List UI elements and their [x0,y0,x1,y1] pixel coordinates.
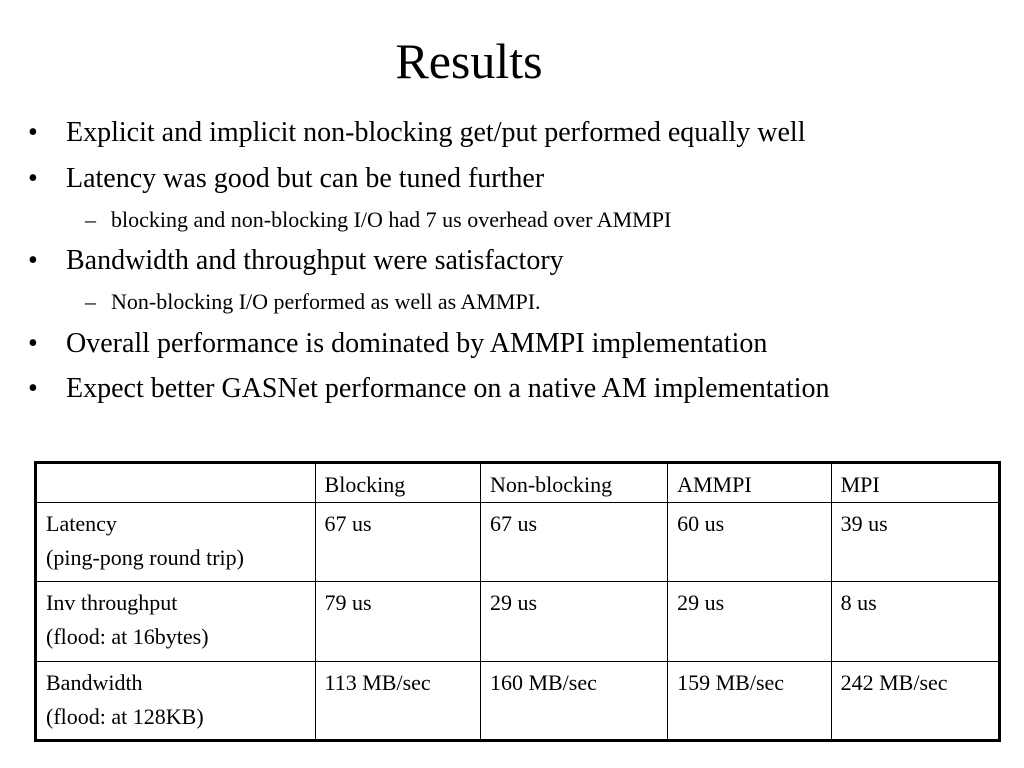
row-label: Bandwidth [46,669,143,695]
table-row [36,582,1000,661]
table-cell: 8 us [831,582,999,661]
table-cell: 67 us [480,503,667,582]
row-label: Inv throughput [46,590,178,616]
sub-bullet-text: Non-blocking I/O performed as well as AMMPI. [111,289,541,314]
bullet-item [28,245,564,277]
table-header-row [36,463,1000,503]
table-row [36,661,1000,740]
table-row [36,503,1000,582]
table-cell: 67 us [315,503,480,582]
table-header-cell [36,463,316,503]
row-label-cell [36,582,316,661]
results-table [34,461,1001,742]
bullet-marker: • [28,163,38,194]
row-label: Latency [46,511,117,537]
bullet-marker: • [28,245,38,276]
row-label-cell [36,503,316,582]
bullet-text: Expect better GASNet performance on a native AM implementation [66,373,830,404]
sub-bullet-text: blocking and non-blocking I/O had 7 us overhead over AMMPI [111,207,672,232]
table-cell: 39 us [831,503,999,582]
row-label-detail: (flood: at 16bytes) [46,624,209,650]
bullet-item [28,328,768,360]
sub-bullet-item [85,207,672,233]
bullet-text: Bandwidth and throughput were satisfactory [66,245,564,276]
bullet-text: Latency was good but can be tuned further [66,163,545,194]
table-cell: 29 us [668,582,832,661]
bullet-marker: • [28,373,38,404]
table-cell: 60 us [668,503,832,582]
table-cell: 79 us [315,582,480,661]
bullet-text: Overall performance is dominated by AMMPI implementation [66,328,768,359]
bullet-item [28,117,806,149]
bullet-marker: • [28,328,38,359]
table-cell: 242 MB/sec [831,661,999,740]
bullet-item [28,373,830,405]
table-header-cell: Blocking [315,463,480,503]
table-header-cell: AMMPI [668,463,832,503]
row-label-cell [36,661,316,740]
row-label-detail: (ping-pong round trip) [46,545,244,571]
bullet-text: Explicit and implicit non-blocking get/put performed equally well [66,117,806,148]
row-label-detail: (flood: at 128KB) [46,703,204,729]
table-cell: 113 MB/sec [315,661,480,740]
slide-title: Results [395,33,543,89]
table-header-cell: MPI [831,463,999,503]
table-header-cell: Non-blocking [480,463,667,503]
table-cell: 29 us [480,582,667,661]
table-cell: 159 MB/sec [668,661,832,740]
sub-bullet-marker: – [85,289,96,314]
sub-bullet-marker: – [85,207,96,232]
table-cell: 160 MB/sec [480,661,667,740]
bullet-item [28,163,545,195]
bullet-marker: • [28,117,38,148]
sub-bullet-item [85,289,541,315]
